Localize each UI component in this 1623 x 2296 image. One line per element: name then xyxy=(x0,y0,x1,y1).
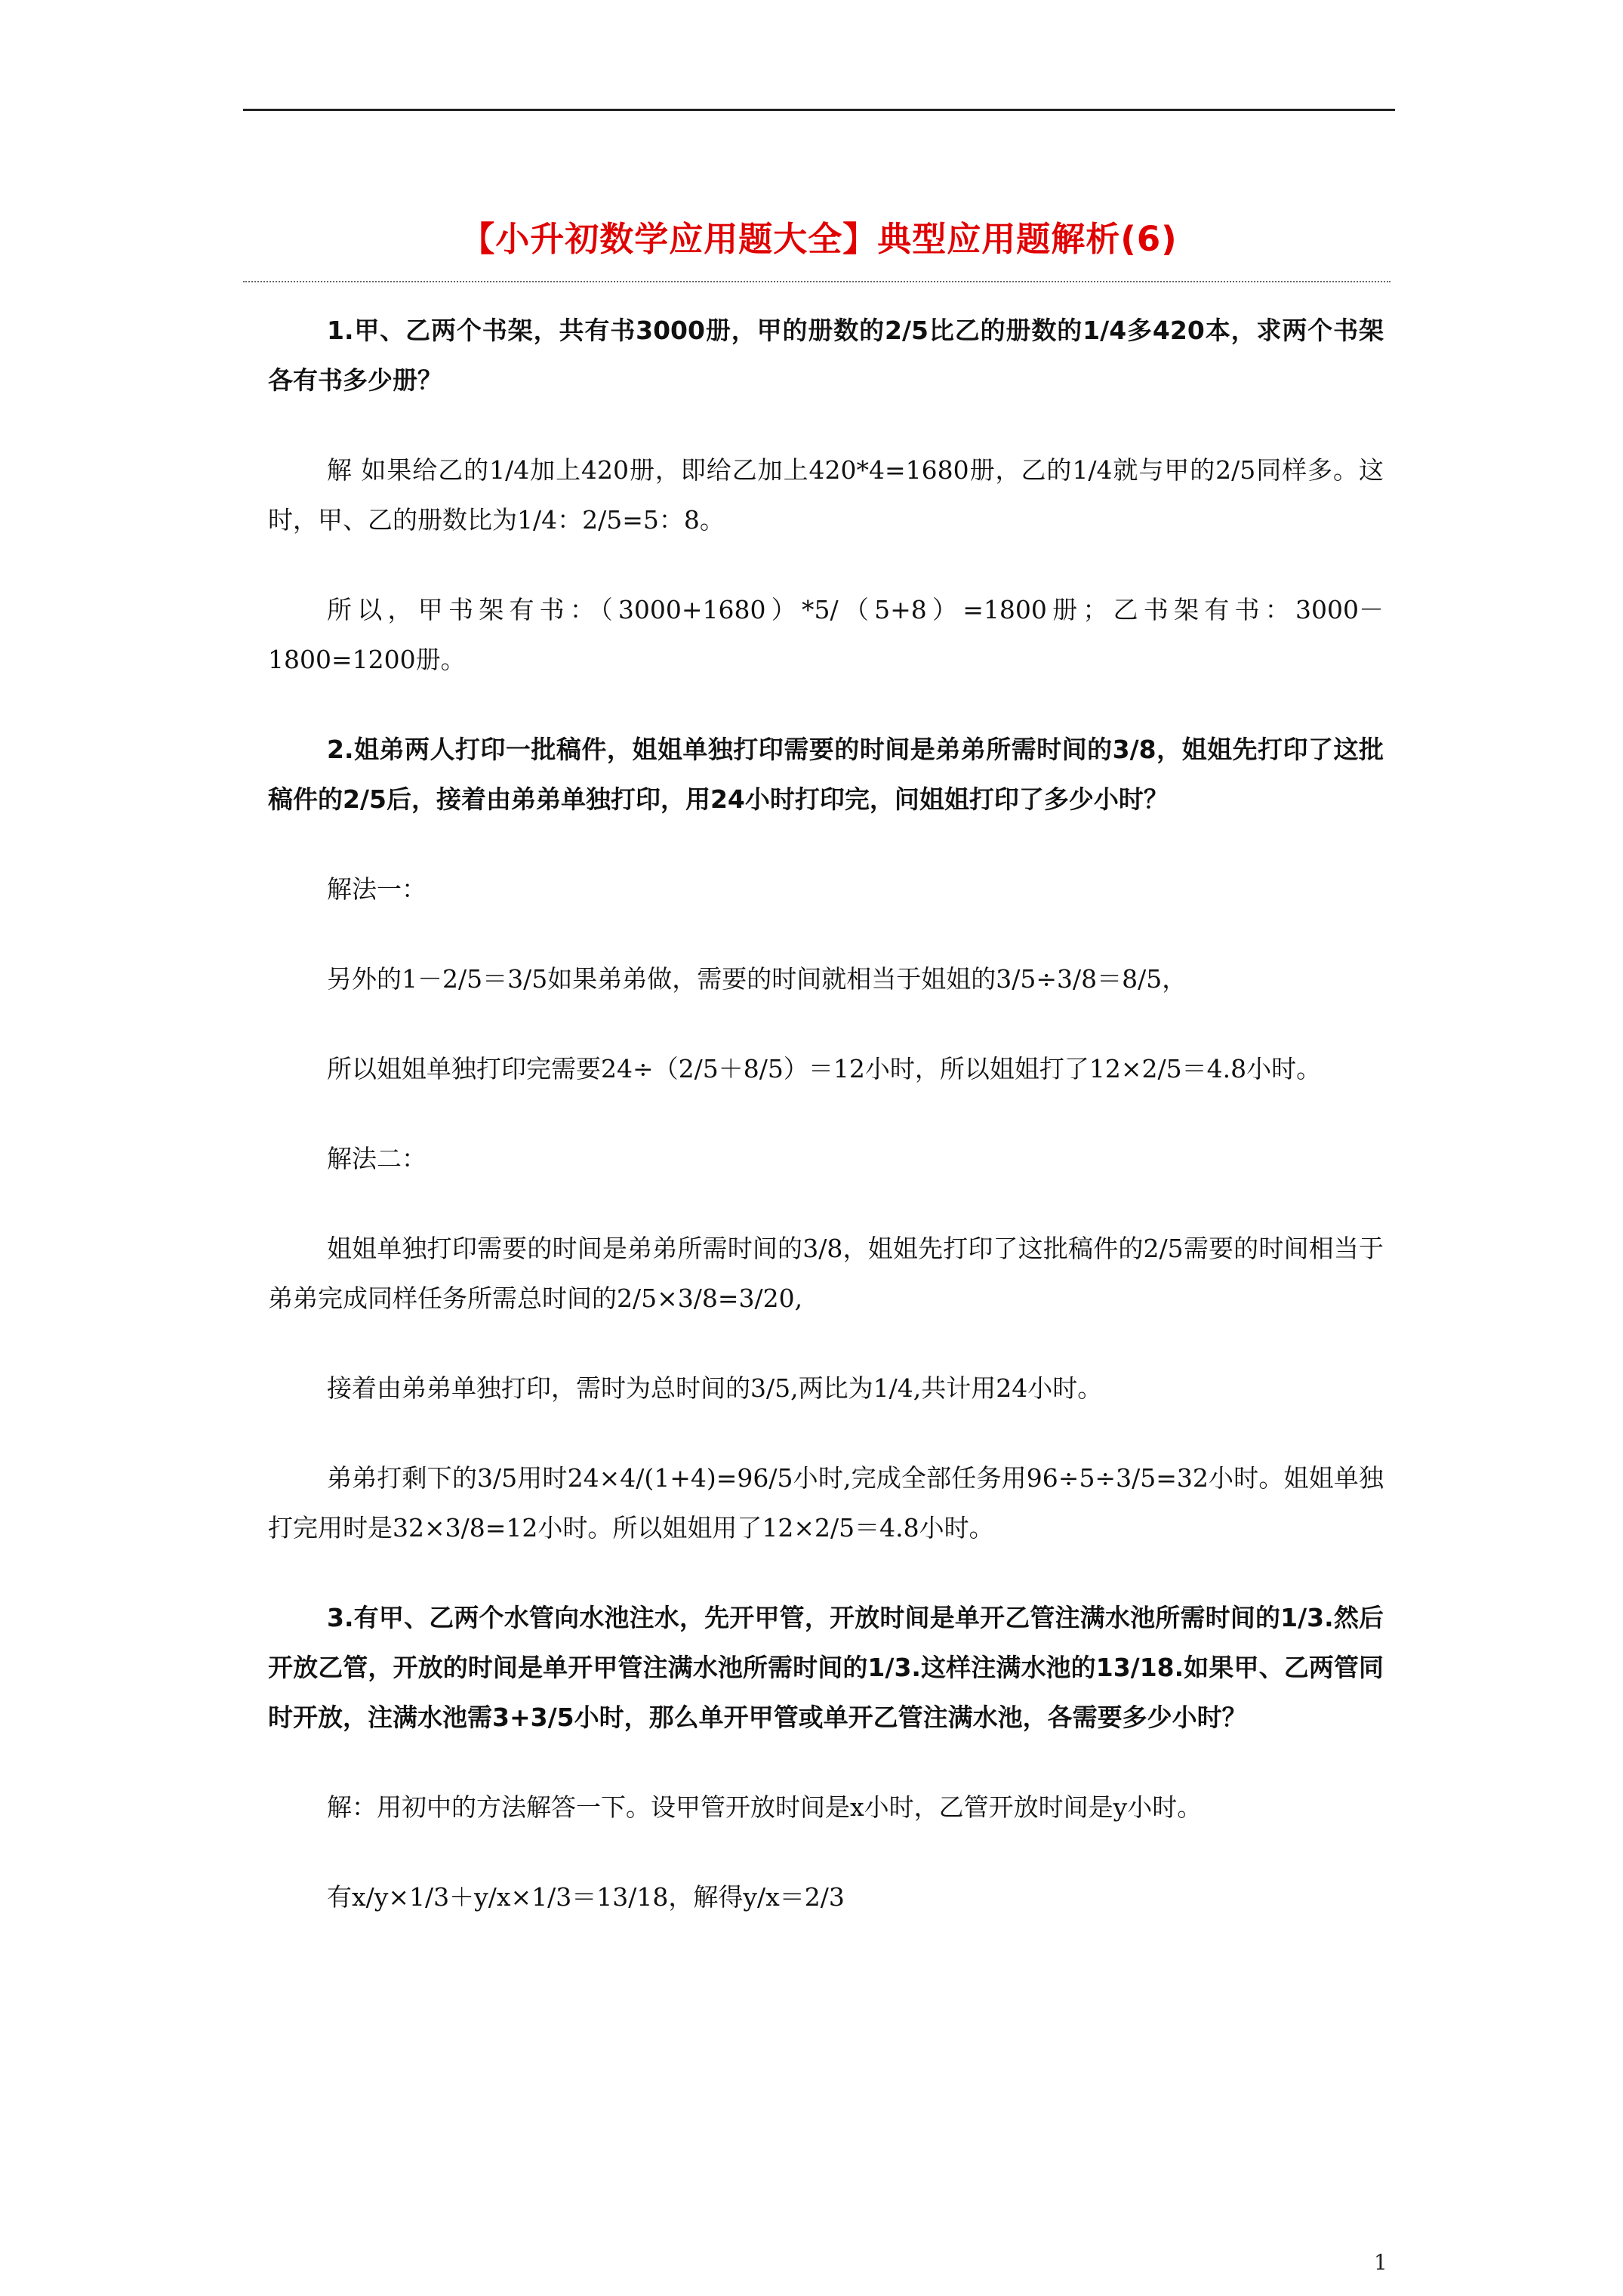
solution-method-2-step-2: 接着由弟弟单独打印，需时为总时间的3/5,两比为1/4,共计用24小时。 xyxy=(327,1373,1103,1403)
solution-method-2-step-1: 姐姐单独打印需要的时间是弟弟所需时间的3/8，姐姐先打印了这批稿件的2/5需要的时间相当于弟弟完成同样任务所需总时间的2/5×3/8=3/20, xyxy=(268,1234,1384,1313)
solution-method-2-heading: 解法二： xyxy=(327,1144,427,1173)
solution-method-1-heading: 解法一： xyxy=(327,874,427,904)
answer-1-part-1: 解 如果给乙的1/4加上420册，即给乙加上420*4=1680册，乙的1/4就与甲的2/5同样多。这时，甲、乙的册数比为1/4：2/5=5：8。 xyxy=(268,455,1384,535)
question-2: 2.姐弟两人打印一批稿件，姐姐单独打印需要的时间是弟弟所需时间的3/8，姐姐先打印了这批稿件的2/5后，接着由弟弟单独打印，用24小时打印完，问姐姐打印了多少小时？ xyxy=(268,735,1384,814)
solution-method-1-step-1: 另外的1－2/5＝3/5如果弟弟做，需要的时间就相当于姐姐的3/5÷3/8＝8/5， xyxy=(327,964,1187,994)
page-number: 1 xyxy=(1374,2250,1387,2275)
answer-3-part-1: 解：用初中的方法解答一下。设甲管开放时间是x小时，乙管开放时间是y小时。 xyxy=(327,1792,1203,1822)
answer-3-part-2: 有x/y×1/3＋y/x×1/3＝13/18，解得y/x＝2/3 xyxy=(327,1882,845,1912)
solution-method-1-step-2: 所以姐姐单独打印完需要24÷（2/5＋8/5）＝12小时，所以姐姐打了12×2/5＝4.8小时。 xyxy=(327,1054,1322,1083)
header-rule xyxy=(243,109,1395,111)
question-1: 1.甲、乙两个书架，共有书3000册，甲的册数的2/5比乙的册数的1/4多420本，求两个书架各有书多少册？ xyxy=(268,316,1384,395)
answer-1-part-2: 所以，甲书架有书：（3000+1680）*5/（5+8）=1800册；乙书架有书：3000－1800=1200册。 xyxy=(268,595,1384,674)
question-3: 3.有甲、乙两个水管向水池注水，先开甲管，开放时间是单开乙管注满水池所需时间的1/3.然后开放乙管，开放的时间是单开甲管注满水池所需时间的1/3.这样注满水池的13/18.如果甲、乙两管同时开放，注满水池需3+3/5小时，那么单开甲管或单开乙管注满水池，各需要多少小时？ xyxy=(268,1603,1384,1732)
title-divider xyxy=(243,281,1390,282)
document-title: 【小升初数学应用题大全】典型应用题解析(6) xyxy=(460,219,1178,259)
solution-method-2-step-3: 弟弟打剩下的3/5用时24×4/(1+4)=96/5小时,完成全部任务用96÷5÷3/5=32小时。姐姐单独打完用时是32×3/8=12小时。所以姐姐用了12×2/5＝4.8小时。 xyxy=(268,1463,1384,1542)
document-body xyxy=(268,306,1384,1962)
